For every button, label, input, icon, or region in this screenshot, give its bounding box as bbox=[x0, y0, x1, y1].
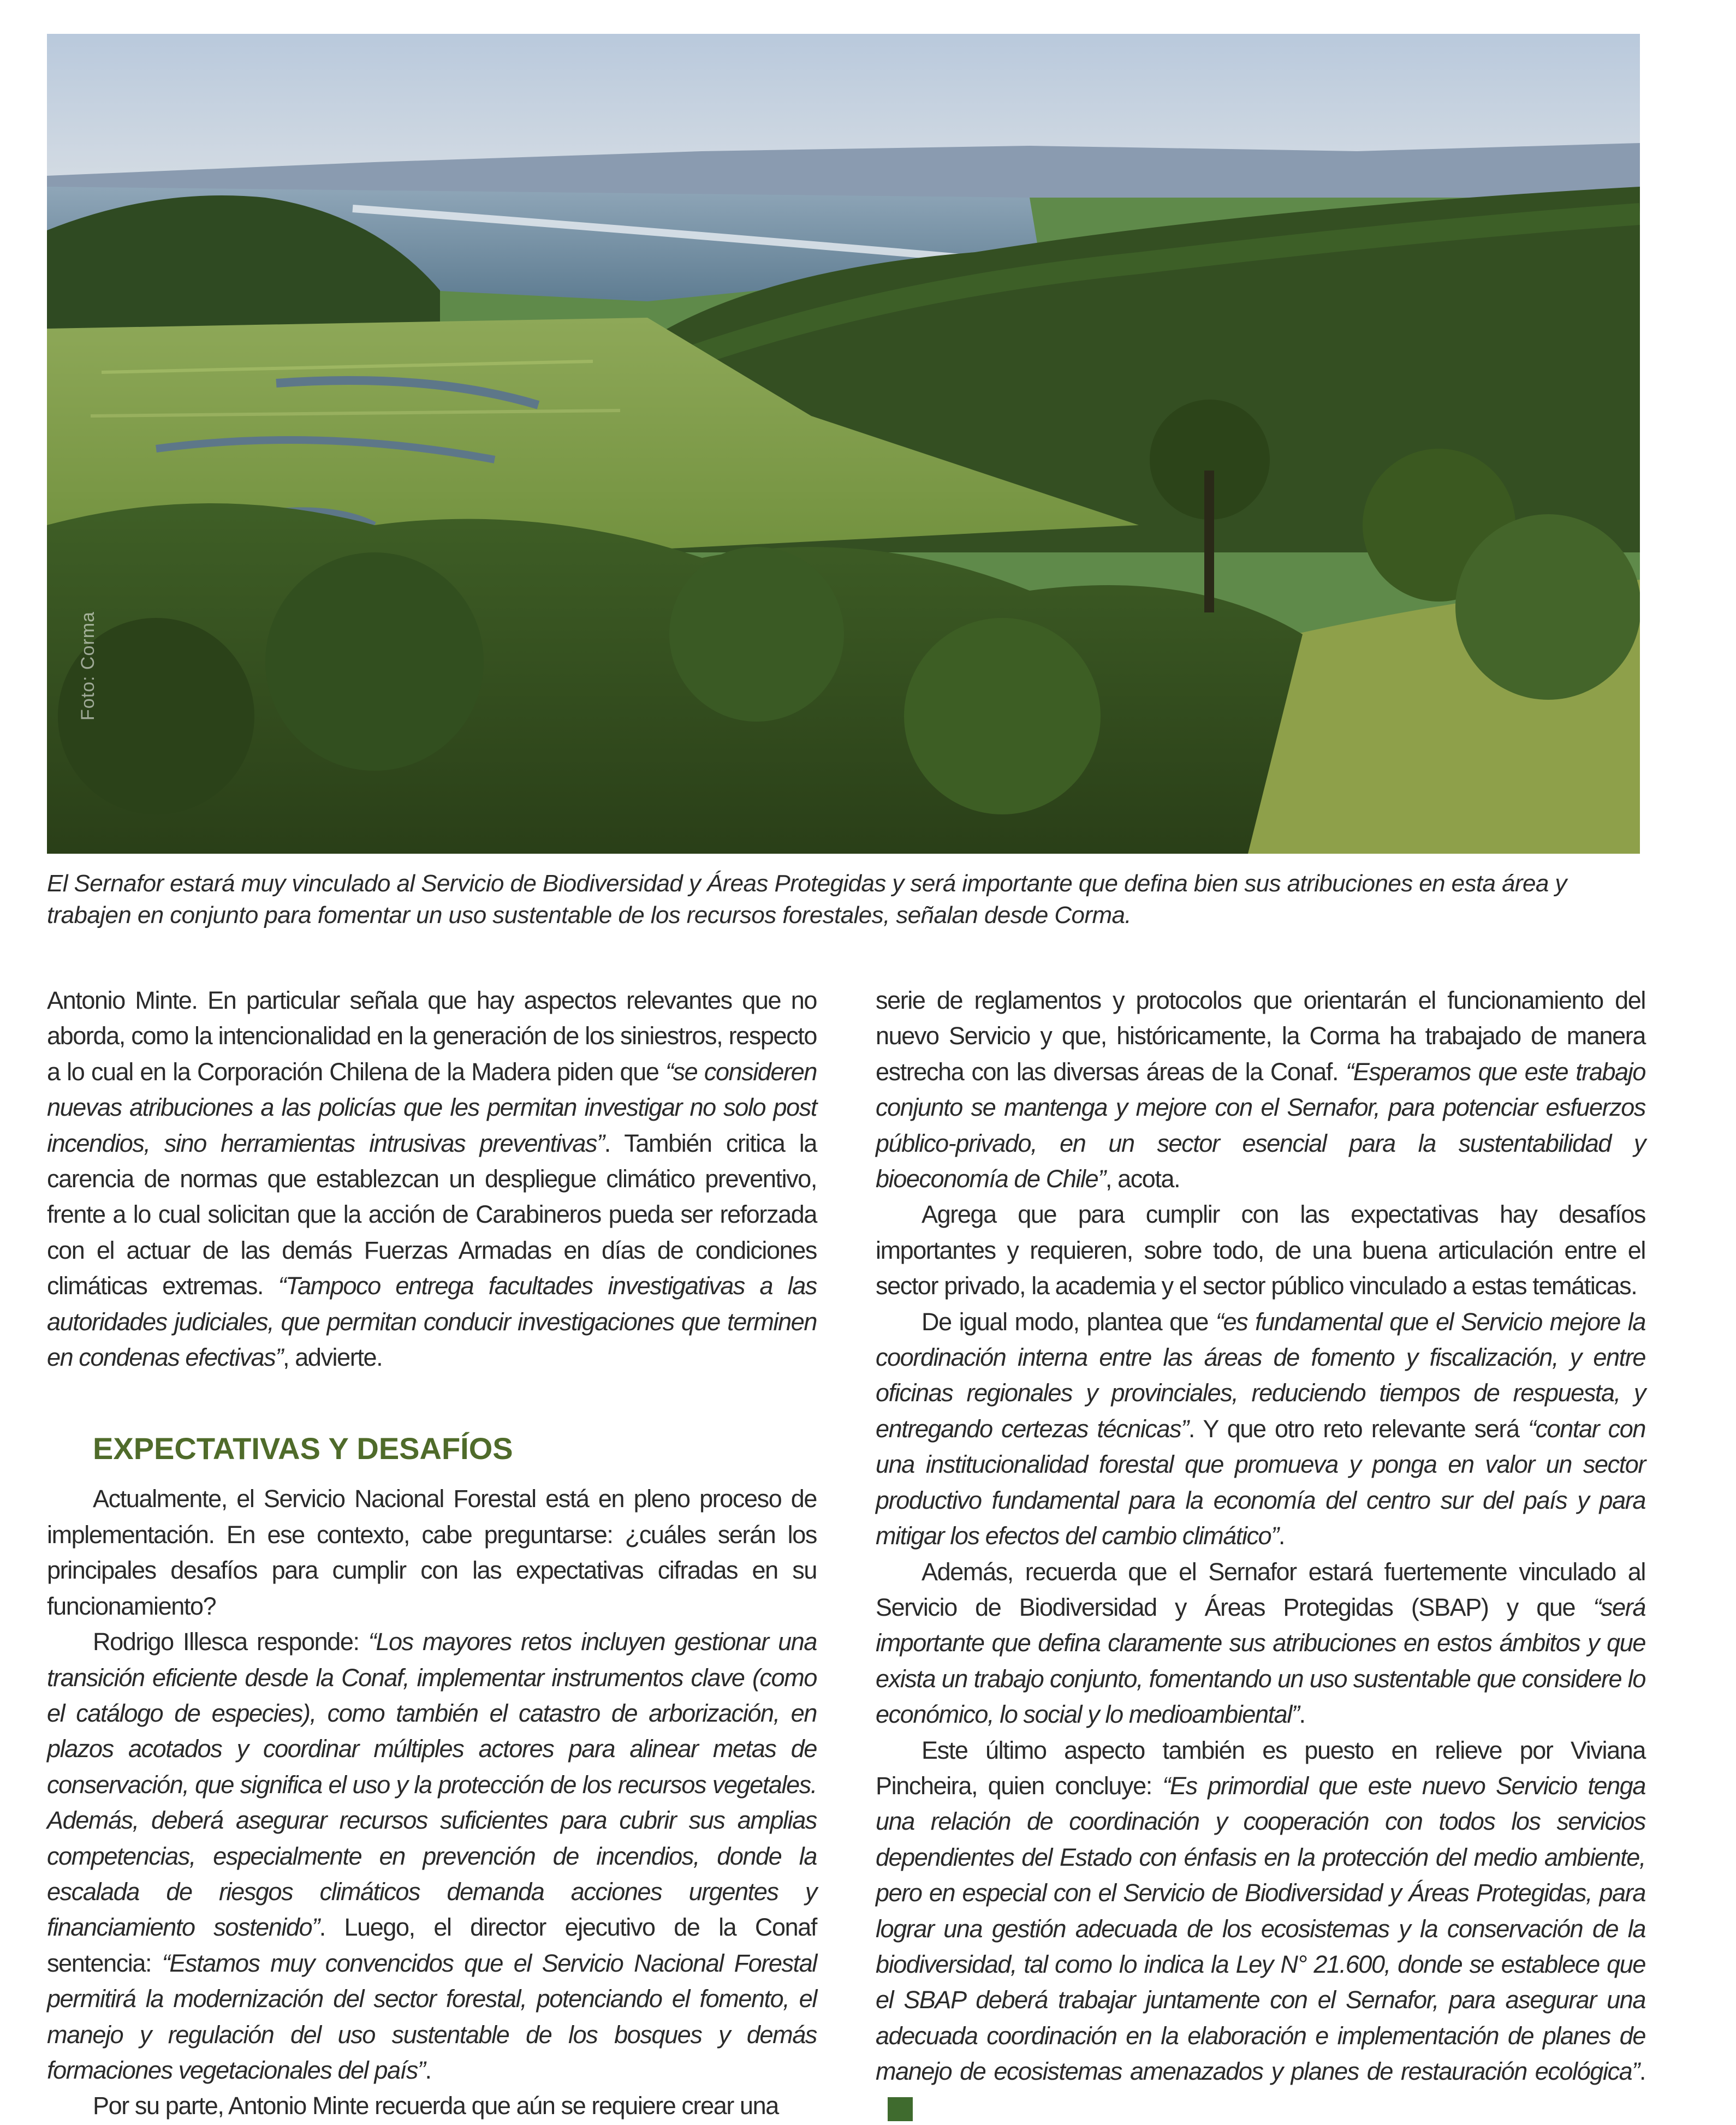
quote: “se consideren nuevas atribuciones a las policías que les permitan investigar no solo post incendios, sino herramientas intrusivas preventivas” bbox=[47, 1057, 817, 1157]
quote: “Los mayores retos incluyen gestionar una transición eficiente desde la Conaf, implementar instrumentos clave (como el catálogo de especies), como también el catastro de arborización, en plazos acotados y coordinar múltiples actores para alinear metas de conservación, que significa el uso y la protección de los recursos vegetales. Además, deberá asegurar recursos suficientes para cubrir sus amplias competencias, especialmente en prevención de incendios, donde la escalada de riesgos climáticos demanda acciones urgentes y financiamiento sostenido” bbox=[47, 1628, 817, 1942]
left-paragraph-1 bbox=[47, 983, 817, 1375]
quote: “será importante que defina claramente sus atribuciones en estos ámbitos y que exista un trabajo conjunto, fomentando un uso sustentable que considere lo económico, lo social y lo medioambiental” bbox=[876, 1593, 1645, 1729]
right-paragraph-1 bbox=[876, 983, 1645, 1197]
right-paragraph-3 bbox=[876, 1304, 1645, 1554]
landscape-illustration bbox=[47, 34, 1640, 854]
photo-credit: Foto: Corma bbox=[78, 611, 98, 721]
text-run: , acota. bbox=[1105, 1165, 1180, 1193]
photo-caption: El Sernafor estará muy vinculado al Servicio de Biodiversidad y Áreas Protegidas y será importante que defina bien sus atribuciones en esta área y trabajen en conjunto para fomentar un uso sustentable de los recursos forestales, señalan desde Corma. bbox=[47, 870, 1567, 928]
text-run: . Y que otro reto relevante será bbox=[1188, 1414, 1528, 1443]
text-run: . bbox=[1278, 1522, 1285, 1550]
section-heading: EXPECTATIVAS Y DESAFÍOS bbox=[93, 1431, 513, 1466]
quote: “Estamos muy convencidos que el Servicio Nacional Forestal permitirá la modernización del sector forestal, potenciando el fomento, el manejo y regulación del uso sustentable de los bosques y demás formaciones vegetacionales del país” bbox=[47, 1949, 817, 2084]
text-run: De igual modo, plantea que bbox=[921, 1307, 1216, 1336]
text-run: Este último aspecto también es puesto en relieve por Viviana Pincheira, quien concluye: bbox=[876, 1736, 1645, 1800]
end-of-article-logo: IA bbox=[888, 2097, 913, 2121]
left-paragraph-4: Por su parte, Antonio Minte recuerda que aún se requiere crear una bbox=[93, 2092, 778, 2120]
text-run: , advierte. bbox=[283, 1343, 383, 1372]
right-column bbox=[876, 983, 1645, 2125]
left-paragraph-2: Actualmente, el Servicio Nacional Forestal está en pleno proceso de implementación. En ese contexto, cabe preguntarse: ¿cuáles serán los principales desafíos para cumplir con las expectativas cifradas en su funcionamiento? bbox=[47, 1485, 817, 1620]
quote: “contar con una institucionalidad forestal que promueva y ponga en valor un sector productivo fundamental para la economía del centro sur del país y para mitigar los efectos del cambio climático” bbox=[876, 1414, 1645, 1550]
left-column bbox=[47, 983, 817, 2124]
right-paragraph-5 bbox=[876, 1733, 1645, 2125]
text-run: Rodrigo Illesca responde: bbox=[93, 1628, 368, 1656]
right-paragraph-2: Agrega que para cumplir con las expectativas hay desafíos importantes y requieren, sobre todo, de una buena articulación entre el sector privado, la academia y el sector público vinculado a estas temáticas. bbox=[876, 1200, 1645, 1300]
quote: “Es primordial que este nuevo Servicio tenga una relación de coordinación y cooperación con todos los servicios dependientes del Estado con énfasis en la protección del medio ambiente, pero en especial con el Servicio de Biodiversidad y Áreas Protegidas, para lograr una gestión adecuada de los ecosistemas y la conservación de la biodiversidad, tal como lo indica la Ley N° 21.600, donde se establece que el SBAP deberá trabajar juntamente con el Sernafor, para asegurar una adecuada coordinación en la elaboración e implementación de planes de manejo de ecosistemas amenazados y planes de restauración ecológica” bbox=[876, 1771, 1645, 2086]
quote: “Tampoco entrega facultades investigativas a las autoridades judiciales, que permitan conducir investigaciones que terminen en condenas efectivas” bbox=[47, 1272, 817, 1372]
landscape-photo bbox=[47, 34, 1640, 854]
text-run: . bbox=[1639, 2057, 1645, 2086]
text-run: . Luego, el director ejecutivo de la Conaf sentencia: bbox=[47, 1913, 817, 1977]
text-run: Además, recuerda que el Sernafor estará fuertemente vinculado al Servicio de Biodiversidad y Áreas Protegidas (SBAP) y que bbox=[876, 1557, 1645, 1621]
text-run: . bbox=[1299, 1700, 1305, 1729]
text-run: Antonio Minte. En particular señala que hay aspectos relevantes que no aborda, como la intencionalidad en la generación de los siniestros, respecto a lo cual en la Corporación Chilena de la Madera piden que bbox=[47, 986, 817, 1086]
text-run: . bbox=[425, 2056, 431, 2084]
right-paragraph-4 bbox=[876, 1554, 1645, 1733]
text-run: serie de reglamentos y protocolos que orientarán el funcionamiento del nuevo Servicio y que, históricamente, la Corma ha trabajado de manera estrecha con las diversas áreas de la Conaf. bbox=[876, 986, 1645, 1086]
left-paragraph-3 bbox=[47, 1624, 817, 2088]
quote: “es fundamental que el Servicio mejore la coordinación interna entre las áreas de fomento y fiscalización, y entre oficinas regionales y provinciales, reduciendo tiempos de respuesta, y entregando certezas técnicas” bbox=[876, 1307, 1645, 1443]
quote: “Esperamos que este trabajo conjunto se mantenga y mejore con el Sernafor, para potenciar esfuerzos público-privado, en un sector esencial para la sustentabilidad y bioeconomía de Chile” bbox=[876, 1057, 1646, 1193]
text-run: . También critica la carencia de normas que establezcan un despliegue climático preventivo, frente a lo cual solicitan que la acción de Carabineros pueda ser reforzada con el actuar de las demás Fuerzas Armadas en días de condiciones climáticas extremas. bbox=[47, 1129, 817, 1300]
